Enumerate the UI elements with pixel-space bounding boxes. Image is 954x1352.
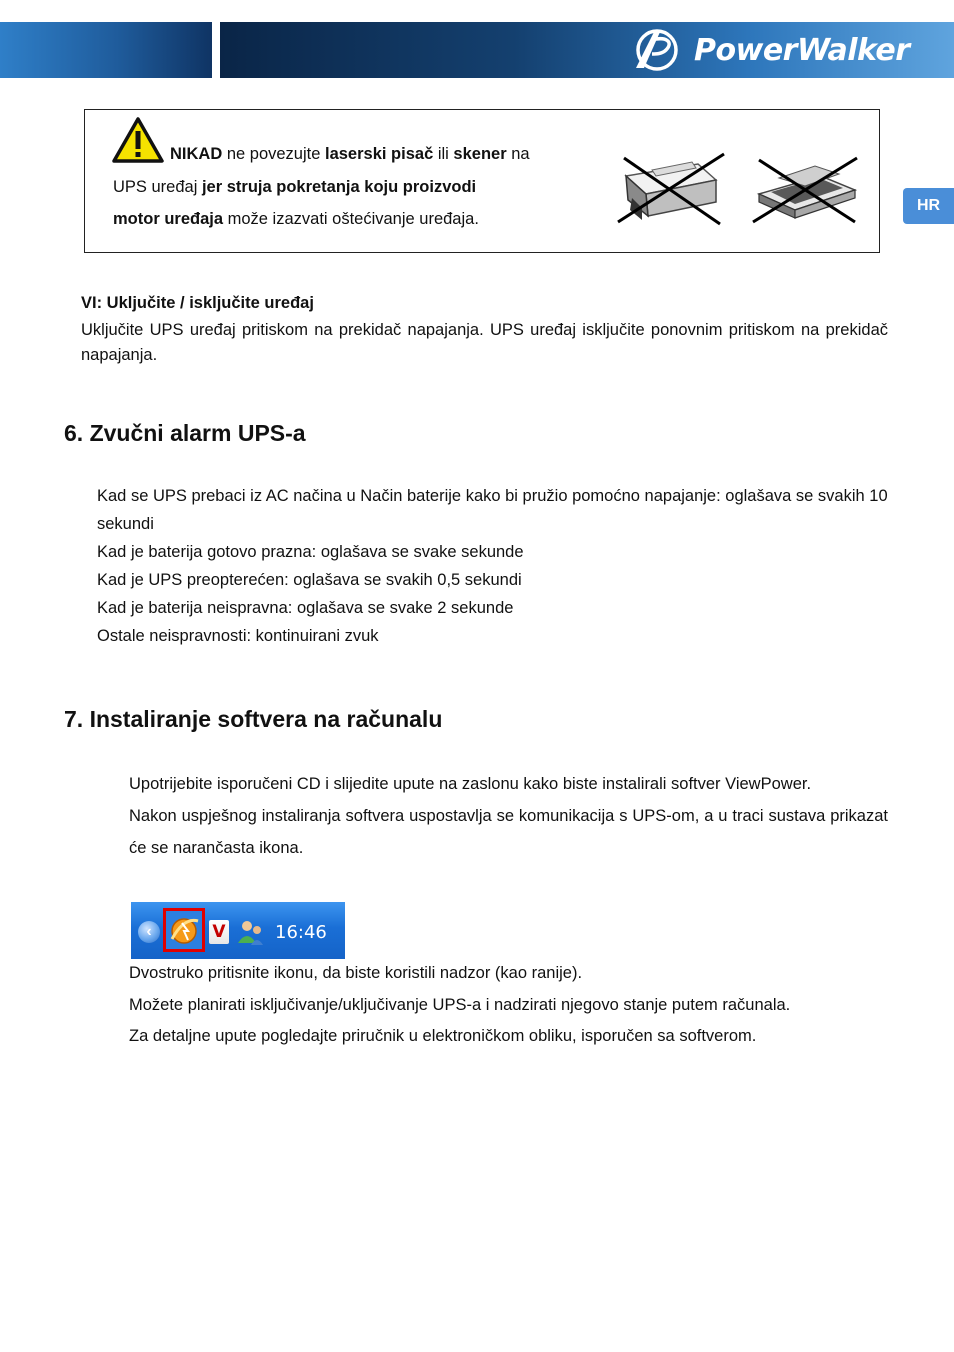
warning-never: NIKAD bbox=[170, 145, 223, 163]
crossed-printer-image bbox=[612, 150, 728, 226]
brand-name: PowerWalker bbox=[694, 32, 910, 68]
warning-text-part: ne povezujte bbox=[222, 145, 325, 163]
warning-text-part: UPS uređaj bbox=[113, 177, 202, 196]
antivirus-v-icon: V bbox=[209, 920, 229, 944]
ups-orange-icon bbox=[166, 911, 202, 949]
header-banner-left bbox=[0, 22, 212, 78]
warning-laser-printer: laserski pisač bbox=[325, 145, 434, 163]
section7-heading: 7. Instaliranje softvera na računalu bbox=[64, 706, 443, 732]
tray-clock: 16:46 bbox=[275, 922, 327, 943]
tray-expand-icon: ‹ bbox=[138, 921, 160, 943]
warning-text bbox=[113, 138, 583, 236]
note-line: Možete planirati isključivanje/uključivanje UPS-a i nadzirati njegovo stanje putem računala. bbox=[129, 995, 791, 1014]
alarm-item: Ostale neispravnosti: kontinuirani zvuk bbox=[97, 627, 379, 645]
note-line: Za detaljne upute pogledajte priručnik u elektroničkom obliku, isporučen sa softverom. bbox=[129, 1027, 757, 1045]
alarm-item: Kad je UPS preopterećen: oglašava se svakih 0,5 sekundi bbox=[97, 571, 522, 589]
language-tab-label: HR bbox=[916, 197, 941, 214]
alarm-list bbox=[97, 482, 889, 650]
tray-ups-icon-highlighted bbox=[163, 908, 205, 952]
install-paragraph: Nakon uspješnog instaliranja softvera uspostavlja se komunikacija s UPS-om, a u traci sustava prikazat će se narančasta ikona. bbox=[129, 807, 888, 857]
section6-heading: 6. Zvučni alarm UPS-a bbox=[64, 420, 306, 446]
powerwalker-logo bbox=[630, 26, 910, 74]
alarm-item: Kad je baterija neispravna: oglašava se svake 2 sekunde bbox=[97, 599, 514, 617]
warning-text-part: ili bbox=[433, 145, 454, 163]
install-instructions bbox=[129, 768, 888, 864]
warning-box bbox=[84, 109, 880, 253]
section-vi-title: VI: Uključite / isključite uređaj bbox=[81, 294, 314, 312]
install-paragraph: Upotrijebite isporučeni CD i slijedite upute na zaslonu kako biste instalirali softver ViewPower. bbox=[129, 775, 812, 793]
warning-reason: jer struja pokretanja koju proizvodi bbox=[201, 177, 477, 196]
warning-scanner: skener bbox=[453, 145, 507, 163]
section-vi-body: Uključite UPS uređaj pritiskom na prekidač napajanja. UPS uređaj isključite ponovnim pritiskom na prekidač napajanja. bbox=[81, 321, 888, 364]
warning-text-part: može izazvati oštećivanje uređaja. bbox=[223, 210, 479, 228]
note-line: Dvostruko pritisnite ikonu, da biste koristili nadzor (kao ranije). bbox=[129, 964, 583, 982]
system-tray-screenshot bbox=[131, 902, 345, 959]
crossed-scanner-image bbox=[749, 154, 863, 226]
powerwalker-logo-icon bbox=[630, 28, 688, 72]
alarm-item: Kad je baterija gotovo prazna: oglašava se svake sekunde bbox=[97, 543, 524, 561]
warning-reason: motor uređaja bbox=[113, 210, 224, 228]
warning-text-part: na bbox=[506, 145, 530, 163]
post-install-notes bbox=[129, 958, 899, 1053]
alarm-item: Kad se UPS prebaci iz AC načina u Način baterije kako bi pružio pomoćno napajanje: oglašava se svakih 10 sekundi bbox=[97, 487, 888, 533]
user-network-icon bbox=[235, 917, 265, 947]
language-tab[interactable] bbox=[903, 188, 954, 224]
